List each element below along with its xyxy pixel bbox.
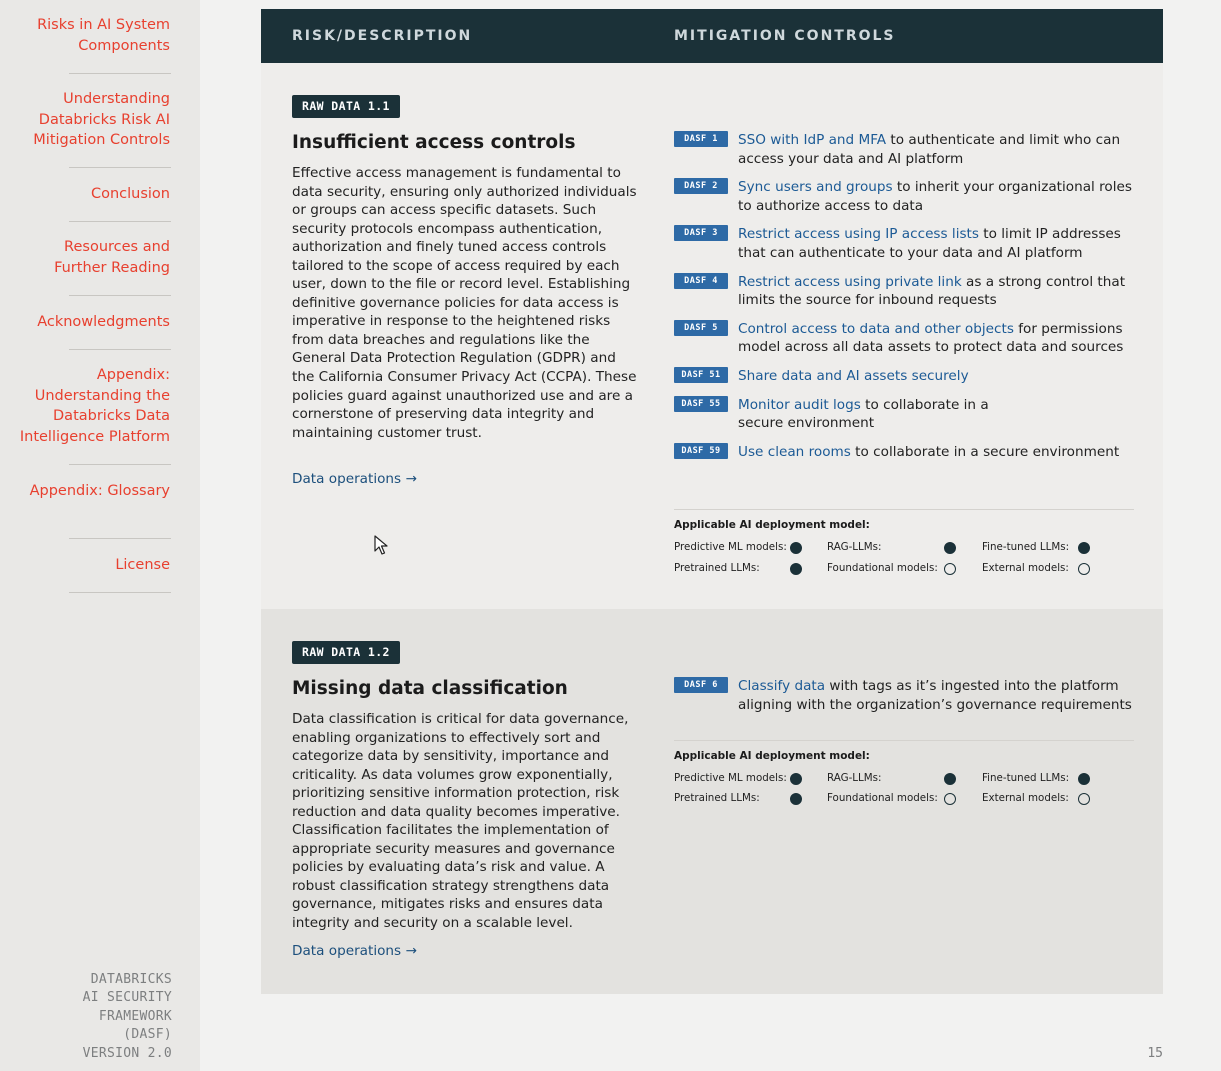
deployment-label: External models: bbox=[982, 562, 1069, 574]
mitigation-controls-list bbox=[674, 677, 1139, 714]
deployment-title: Applicable AI deployment model: bbox=[674, 750, 870, 762]
footer-line: AI SECURITY bbox=[82, 990, 172, 1005]
control-link[interactable]: Share data and AI assets securely bbox=[738, 367, 969, 384]
nav-link-acknowledgments[interactable]: Acknowledgments bbox=[37, 314, 170, 330]
control-link[interactable]: SSO with IdP and MFA bbox=[738, 132, 887, 148]
risk-title: Missing data classification bbox=[292, 678, 568, 699]
not-applicable-empty-dot-icon bbox=[1078, 793, 1090, 805]
nav-divider bbox=[69, 295, 171, 296]
dasf-badge: DASF 51 bbox=[674, 367, 728, 383]
deployment-label: Predictive ML models: bbox=[674, 772, 787, 784]
applicable-filled-dot-icon bbox=[1078, 773, 1090, 785]
nav-link-appendix-platform[interactable]: Appendix: Understanding the Databricks Data Intelligence Platform bbox=[19, 367, 170, 445]
applicable-filled-dot-icon bbox=[790, 773, 802, 785]
nav-divider bbox=[69, 538, 171, 539]
sidebar-nav bbox=[0, 0, 200, 1071]
deployment-label: Foundational models: bbox=[827, 562, 938, 574]
applicable-filled-dot-icon bbox=[790, 793, 802, 805]
dasf-badge: DASF 4 bbox=[674, 273, 728, 289]
risk-tag: RAW DATA 1.1 bbox=[292, 95, 400, 118]
nav-divider bbox=[69, 464, 171, 465]
nav-link-appendix-glossary[interactable]: Appendix: Glossary bbox=[29, 483, 170, 499]
table-header bbox=[261, 9, 1163, 63]
control-item bbox=[674, 396, 1139, 433]
footer-line: DATABRICKS bbox=[90, 971, 172, 987]
risk-title: Insufficient access controls bbox=[292, 132, 576, 153]
not-applicable-empty-dot-icon bbox=[1078, 563, 1090, 575]
data-operations-link[interactable]: Data operations → bbox=[292, 943, 417, 959]
deployment-label: External models: bbox=[982, 792, 1069, 804]
mitigation-controls-header: MITIGATION CONTROLS bbox=[674, 28, 896, 44]
nav-divider bbox=[69, 221, 171, 222]
not-applicable-empty-dot-icon bbox=[944, 563, 956, 575]
deployment-models bbox=[674, 509, 1134, 579]
control-item bbox=[674, 320, 1139, 357]
risk-row bbox=[261, 609, 1163, 994]
footer-line: FRAMEWORK bbox=[98, 1008, 172, 1024]
control-text: for permissions model across all data assets to protect data and sources bbox=[738, 320, 1124, 356]
control-link[interactable]: Sync users and groups bbox=[738, 179, 893, 196]
control-item bbox=[674, 178, 1139, 215]
control-text: to collaborate in a secure environment bbox=[850, 443, 1120, 460]
mitigation-controls-list bbox=[674, 131, 1139, 461]
applicable-filled-dot-icon bbox=[790, 563, 802, 575]
control-item bbox=[674, 225, 1139, 262]
control-link[interactable]: Restrict access using IP access lists bbox=[738, 226, 979, 243]
dasf-badge: DASF 1 bbox=[674, 131, 728, 147]
nav-link-license[interactable]: License bbox=[115, 557, 170, 573]
dasf-badge: DASF 3 bbox=[674, 225, 728, 241]
dasf-badge: DASF 55 bbox=[674, 396, 728, 412]
deployment-models bbox=[674, 740, 1134, 810]
data-operations-link[interactable]: Data operations → bbox=[292, 471, 417, 487]
control-link[interactable]: Control access to data and other objects bbox=[738, 320, 1014, 337]
deployment-label: Pretrained LLMs: bbox=[674, 562, 760, 574]
deployment-label: Fine-tuned LLMs: bbox=[982, 772, 1070, 784]
dasf-badge: DASF 2 bbox=[674, 178, 728, 194]
applicable-filled-dot-icon bbox=[944, 542, 956, 554]
control-item bbox=[674, 677, 1139, 714]
risk-description: Data classification is critical for data governance, enabling organizations to effectively sort and categorize data by sensitivity, importance and criticality. As data volumes grow exponentially, prioritizing sensitive information protection, risk reduction and data quality becomes imperative. Classification facilitates the implementation of appropriate security measures and governance policies by evaluating data’s risk and value. A robust classification strategy strengthens data governance, mitigates risks and ensures data integrity and security on a scalable level. bbox=[292, 711, 629, 932]
control-item bbox=[674, 131, 1139, 168]
applicable-filled-dot-icon bbox=[1078, 542, 1090, 554]
risk-row bbox=[261, 63, 1163, 609]
control-text: with tags as it’s ingested into the platform aligning with the organization’s governance requirements bbox=[738, 678, 1132, 713]
deployment-label: Predictive ML models: bbox=[674, 541, 787, 553]
control-text: to authenticate and limit who can access your data and AI platform bbox=[738, 132, 1121, 167]
nav-divider bbox=[69, 592, 171, 593]
footer-line: VERSION 2.0 bbox=[82, 1045, 172, 1061]
nav-link-risks-in-ai-system-components[interactable]: Risks in AI System Components bbox=[37, 17, 170, 54]
page-number: 15 bbox=[1147, 1046, 1163, 1061]
deployment-label: RAG-LLMs: bbox=[827, 772, 882, 784]
control-text: to collaborate in a secure environment bbox=[738, 396, 989, 432]
deployment-label: RAG-LLMs: bbox=[827, 541, 882, 553]
control-link[interactable]: Monitor audit logs bbox=[738, 396, 861, 413]
control-link[interactable]: Classify data bbox=[738, 678, 826, 694]
applicable-filled-dot-icon bbox=[790, 542, 802, 554]
framework-footer bbox=[12, 971, 172, 1064]
control-text: to limit IP addresses that can authenticate to your data and AI platform bbox=[738, 226, 1121, 261]
nav-link-understanding-mitigation-controls[interactable]: Understanding Databricks Risk AI Mitigation Controls bbox=[33, 91, 170, 148]
nav-divider bbox=[69, 73, 171, 74]
control-text: as a strong control that limits the source for inbound requests bbox=[738, 273, 1126, 309]
dasf-badge: DASF 6 bbox=[674, 677, 728, 693]
nav-link-conclusion[interactable]: Conclusion bbox=[90, 186, 170, 202]
control-item bbox=[674, 273, 1139, 310]
footer-line: (DASF) bbox=[123, 1027, 172, 1042]
risk-description: Effective access management is fundamental to data security, ensuring only authorized individuals or groups can access specific datasets. Such security protocols encompass authentication, authorization and finely tuned access controls tailored to the scope of access required by each user, down to the file or record level. Establishing definitive governance policies for data access is imperative in response to the heightened risks from data breaches and regulations like the General Data Protection Regulation (GDPR) and the California Consumer Privacy Act (CCPA). These policies guard against unauthorized use and are a cornerstone of preserving data integrity and maintaining customer trust. bbox=[292, 165, 637, 441]
nav-divider bbox=[69, 349, 171, 350]
control-link[interactable]: Use clean rooms bbox=[738, 443, 851, 460]
control-item bbox=[674, 443, 1139, 462]
applicable-filled-dot-icon bbox=[944, 773, 956, 785]
deployment-label: Foundational models: bbox=[827, 792, 938, 804]
mouse-cursor-icon bbox=[374, 535, 388, 555]
control-text: to inherit your organizational roles to authorize access to data bbox=[738, 179, 1132, 214]
control-item bbox=[674, 367, 1139, 386]
nav-divider bbox=[69, 167, 171, 168]
not-applicable-empty-dot-icon bbox=[944, 793, 956, 805]
deployment-label: Pretrained LLMs: bbox=[674, 792, 760, 804]
deployment-label: Fine-tuned LLMs: bbox=[982, 541, 1070, 553]
risk-description-header: RISK/DESCRIPTION bbox=[292, 28, 473, 44]
nav-link-resources[interactable]: Resources and Further Reading bbox=[54, 239, 170, 276]
risk-tag: RAW DATA 1.2 bbox=[292, 641, 400, 664]
dasf-badge: DASF 59 bbox=[674, 443, 728, 459]
dasf-badge: DASF 5 bbox=[674, 320, 728, 336]
control-link[interactable]: Restrict access using private link bbox=[738, 273, 962, 290]
deployment-title: Applicable AI deployment model: bbox=[674, 519, 870, 531]
